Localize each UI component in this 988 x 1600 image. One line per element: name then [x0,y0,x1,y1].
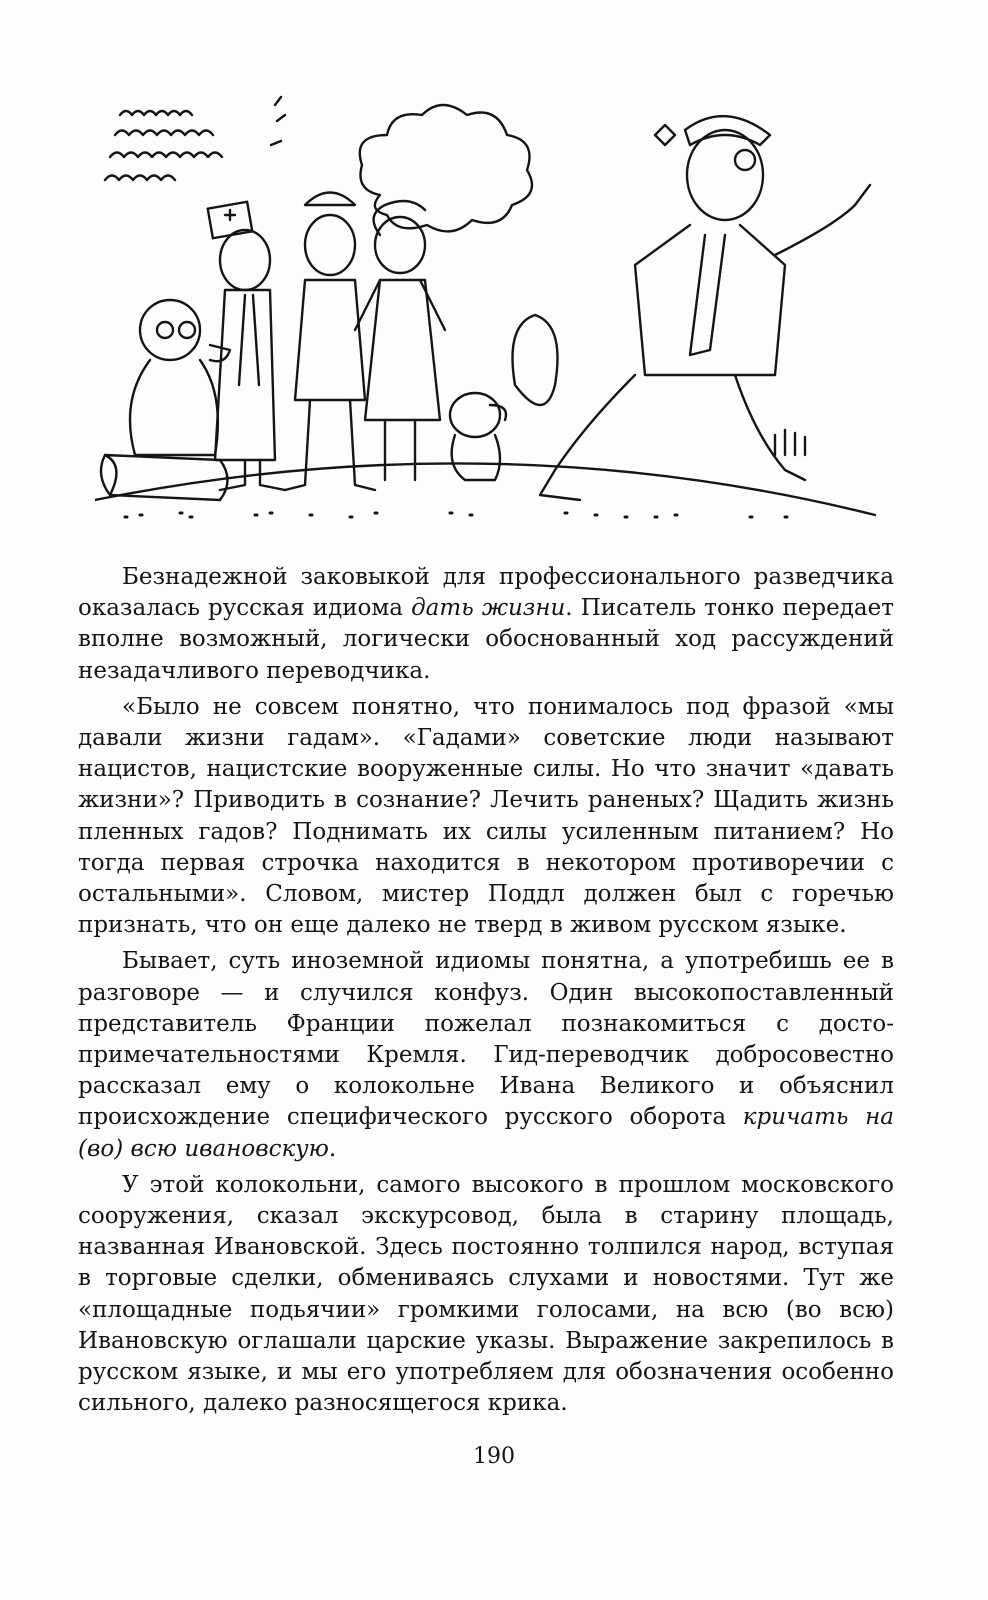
paragraph-text: Безнадежной заковыкой для профессионального разведчика оказалась русская идиома [78,564,894,622]
grass-tuft [775,430,805,455]
bush-scribble [105,97,285,180]
bush-right [513,315,558,405]
idiom-italic: дать жизни [411,595,566,622]
walking-man [540,116,870,500]
body-text [78,562,894,1424]
cloud-shape [360,105,532,231]
paragraph: «Было не совсем понятно, что понималось под фразой «мы давали жизни гадам». «Гадами» советские люди называют нацистов, нацистские вооруженные силы. Но что значит «давать жизни»? Приводить в сознание? Лечить раненых? Щадить жизнь пленных гадов? Поднимать их силы усиленным питанием? Но тогда первая строчка находится в некотором противоречии с остальными». Словом, мистер Поддл должен был с горечью признать, что он еще далеко не тверд в живом русском языке. [78,693,894,939]
seated-man [130,300,230,455]
paragraph [78,562,894,687]
man-in-cap [285,193,375,491]
girl-figure [355,201,445,480]
paragraph-text: . Писатель тонко передает вполне возможный, логически обоснованный ход рассуждений незадачливого переводчика. [78,595,894,684]
ground-dots [125,513,787,517]
paragraph [78,946,894,1164]
log [101,455,228,500]
doctor-figure [208,202,285,490]
paragraph: У этой колокольни, самого высокого в прошлом московского сооружения, сказал экскурсовод, была в старину площадь, названная Ивановской. Здесь постоянно толпился народ, вступая в торговые сделки, обмениваясь слухами и новостями. Тут же «площадные подьячии» громкими голосами, на всю (во всю) Ивановскую оглашали царские указы. Выражение закрепилось в русском языке, и мы его употребляем для обозначения особенно сильного, далеко разносящегося крика. [78,1171,894,1417]
flower-small [655,125,675,145]
page-number: 190 [473,1444,515,1469]
dog-figure [450,393,506,480]
cartoon-illustration [95,85,895,545]
paragraph-text: Бывает, суть иноземной идиомы понятна, а употребишь ее в разговоре — и случился конфуз. Один высокопоставленный представитель Франции пожелал познакомиться с достопримечательностями Кремля. Гид-переводчик добросовестно рассказал ему о колокольне Ивана Великого и объяснил происхождение специфического русского оборота [78,948,894,1131]
paragraph-text: . [328,1135,337,1162]
idiom-italic: кричать на (во) всю ивановскую [78,1104,895,1162]
ground-line [95,463,875,515]
